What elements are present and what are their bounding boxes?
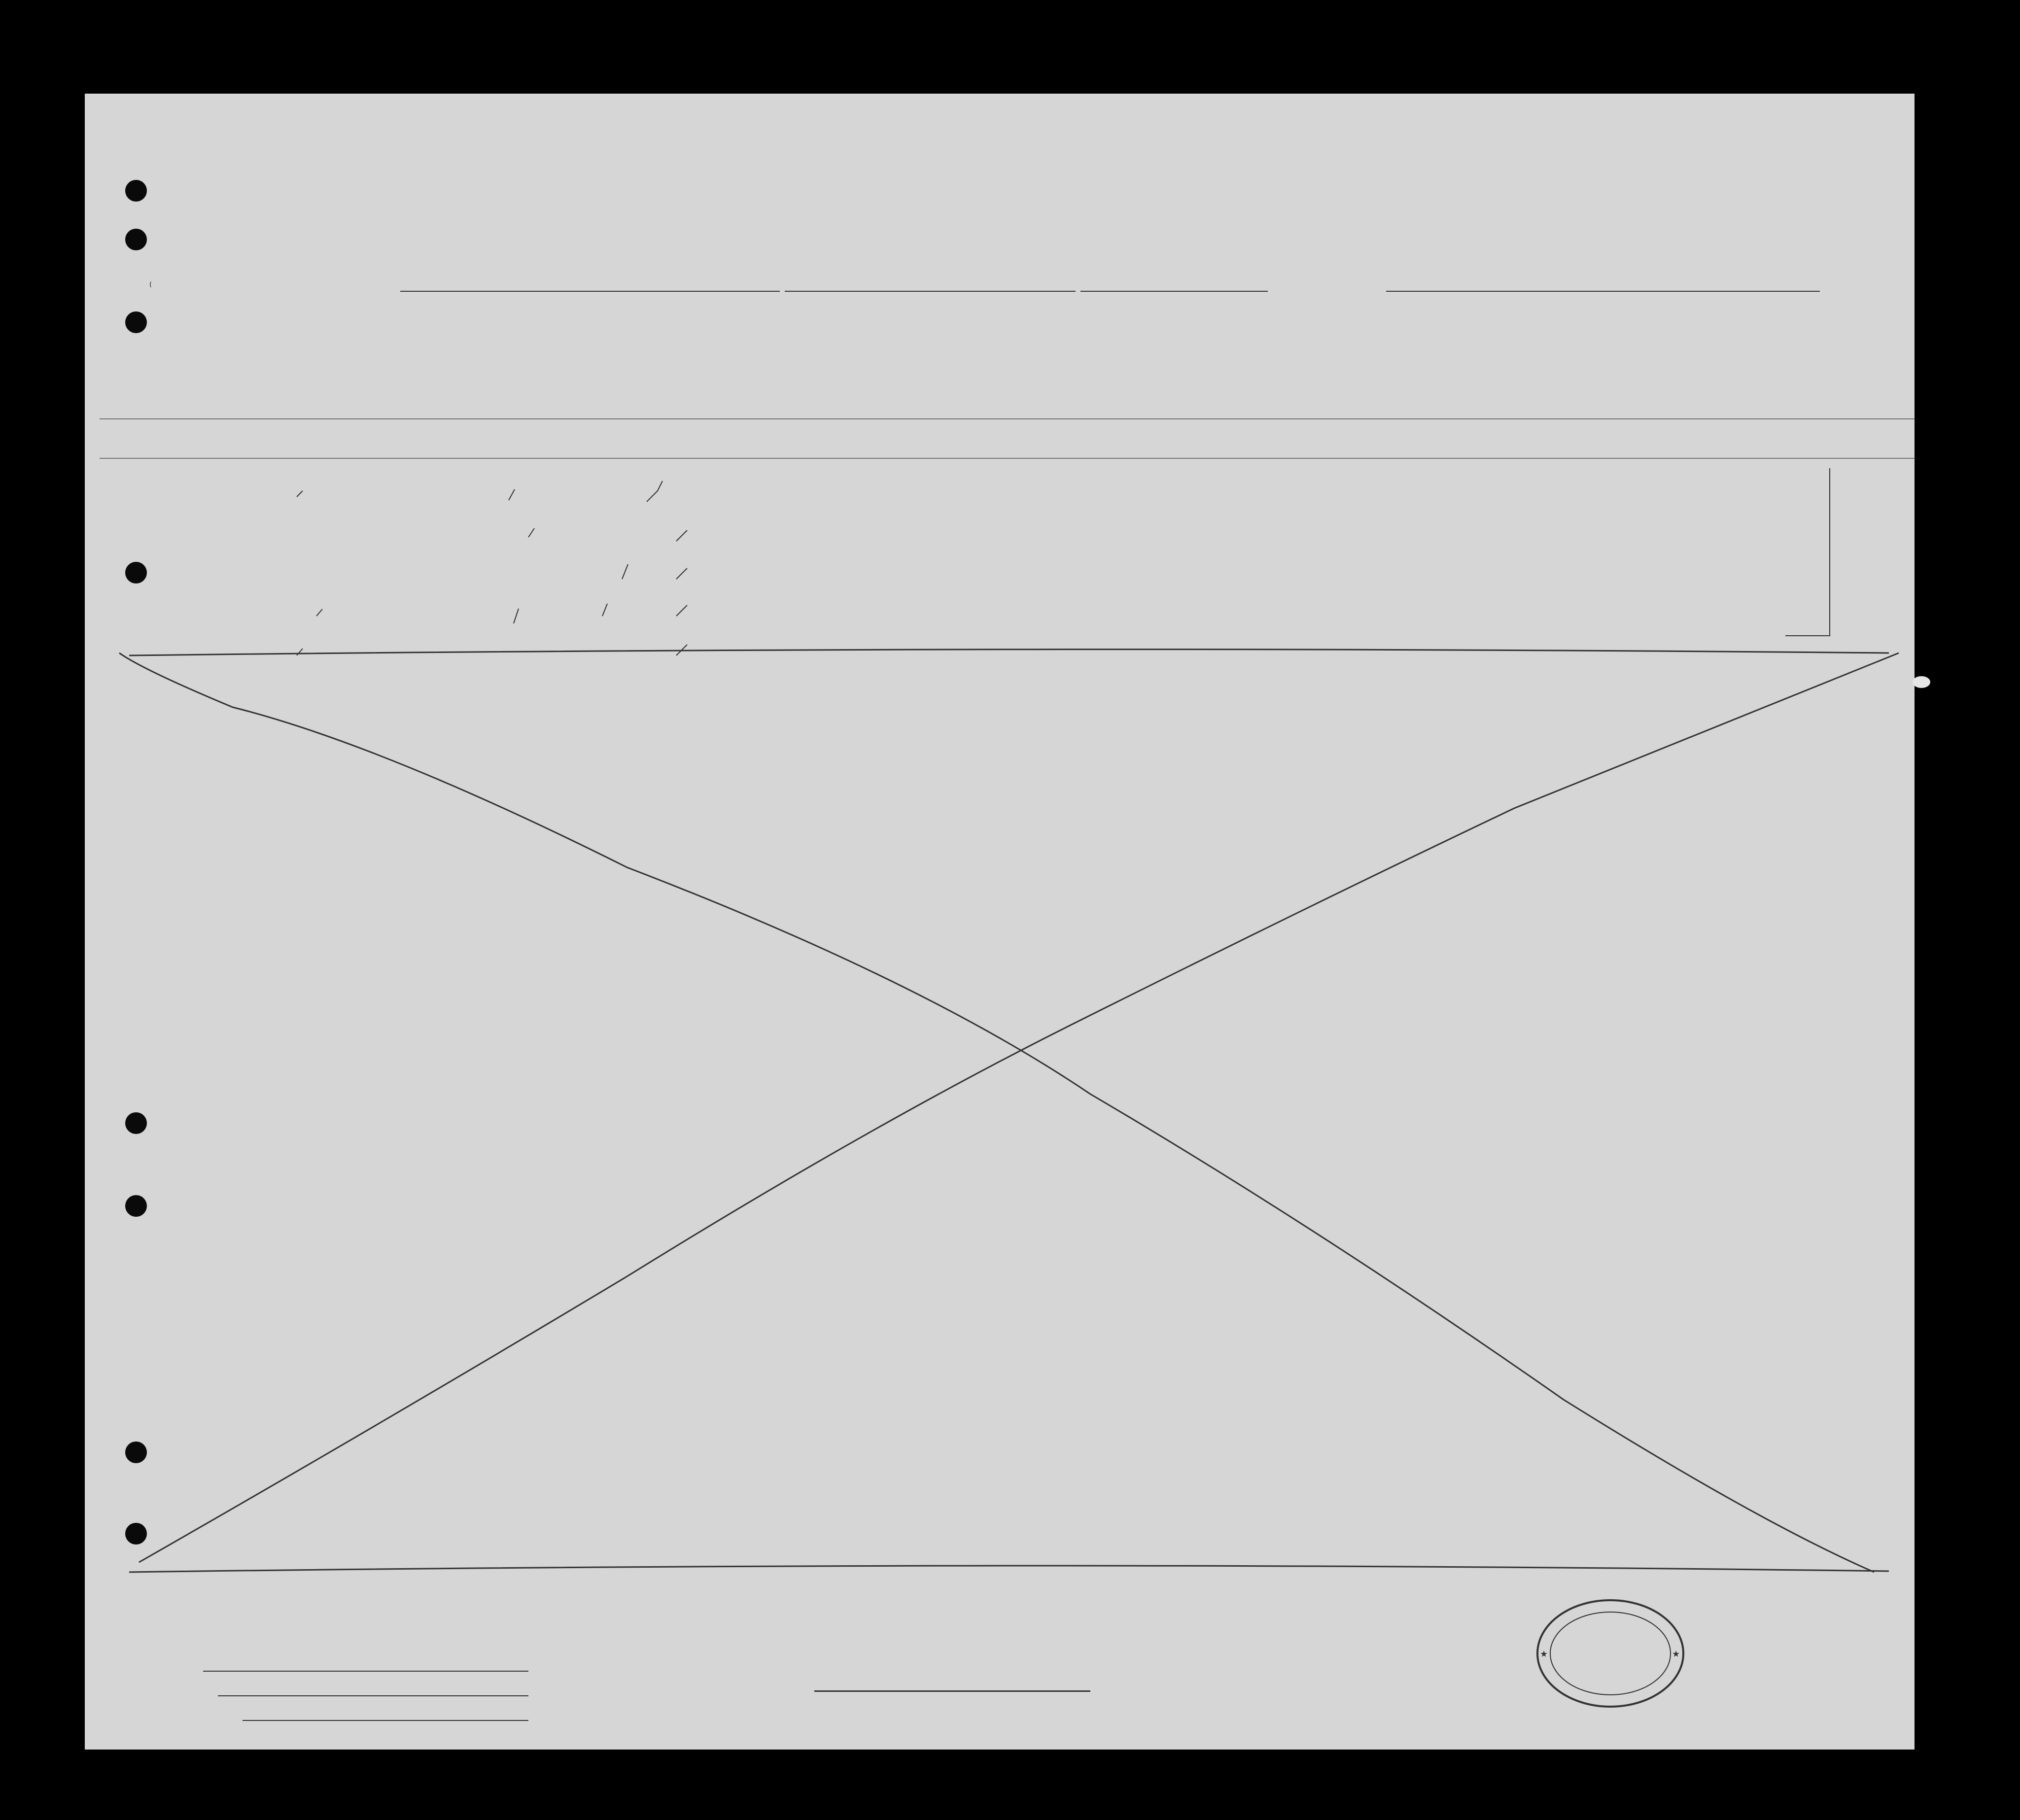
inspector-bracket bbox=[1785, 468, 1830, 636]
check-marks bbox=[297, 481, 687, 655]
punch-hole bbox=[125, 1195, 147, 1217]
punch-hole bbox=[125, 229, 147, 250]
punch-hole bbox=[125, 562, 147, 584]
print-code: { bbox=[149, 281, 152, 288]
manifest-grid bbox=[85, 94, 1915, 1750]
punch-hole bbox=[125, 311, 147, 333]
office-stamp bbox=[1534, 1597, 1687, 1710]
punch-hole bbox=[1913, 676, 1930, 688]
punch-hole bbox=[125, 1112, 147, 1134]
row-rules bbox=[100, 419, 1915, 458]
punch-hole bbox=[125, 180, 147, 202]
svg-text:★: ★ bbox=[1672, 1649, 1680, 1659]
cross-top-line bbox=[129, 650, 1889, 655]
cross-diagonal-1 bbox=[119, 653, 1874, 1572]
cancellation-cross bbox=[119, 468, 1899, 1572]
cross-diagonal-2 bbox=[139, 653, 1899, 1562]
punch-hole bbox=[125, 1523, 147, 1545]
svg-text:★: ★ bbox=[1540, 1649, 1548, 1659]
cross-bottom-line bbox=[129, 1566, 1889, 1572]
stamp-ring bbox=[1534, 1597, 1687, 1710]
manifest-sheet bbox=[85, 94, 1915, 1750]
punch-hole bbox=[125, 1442, 147, 1463]
